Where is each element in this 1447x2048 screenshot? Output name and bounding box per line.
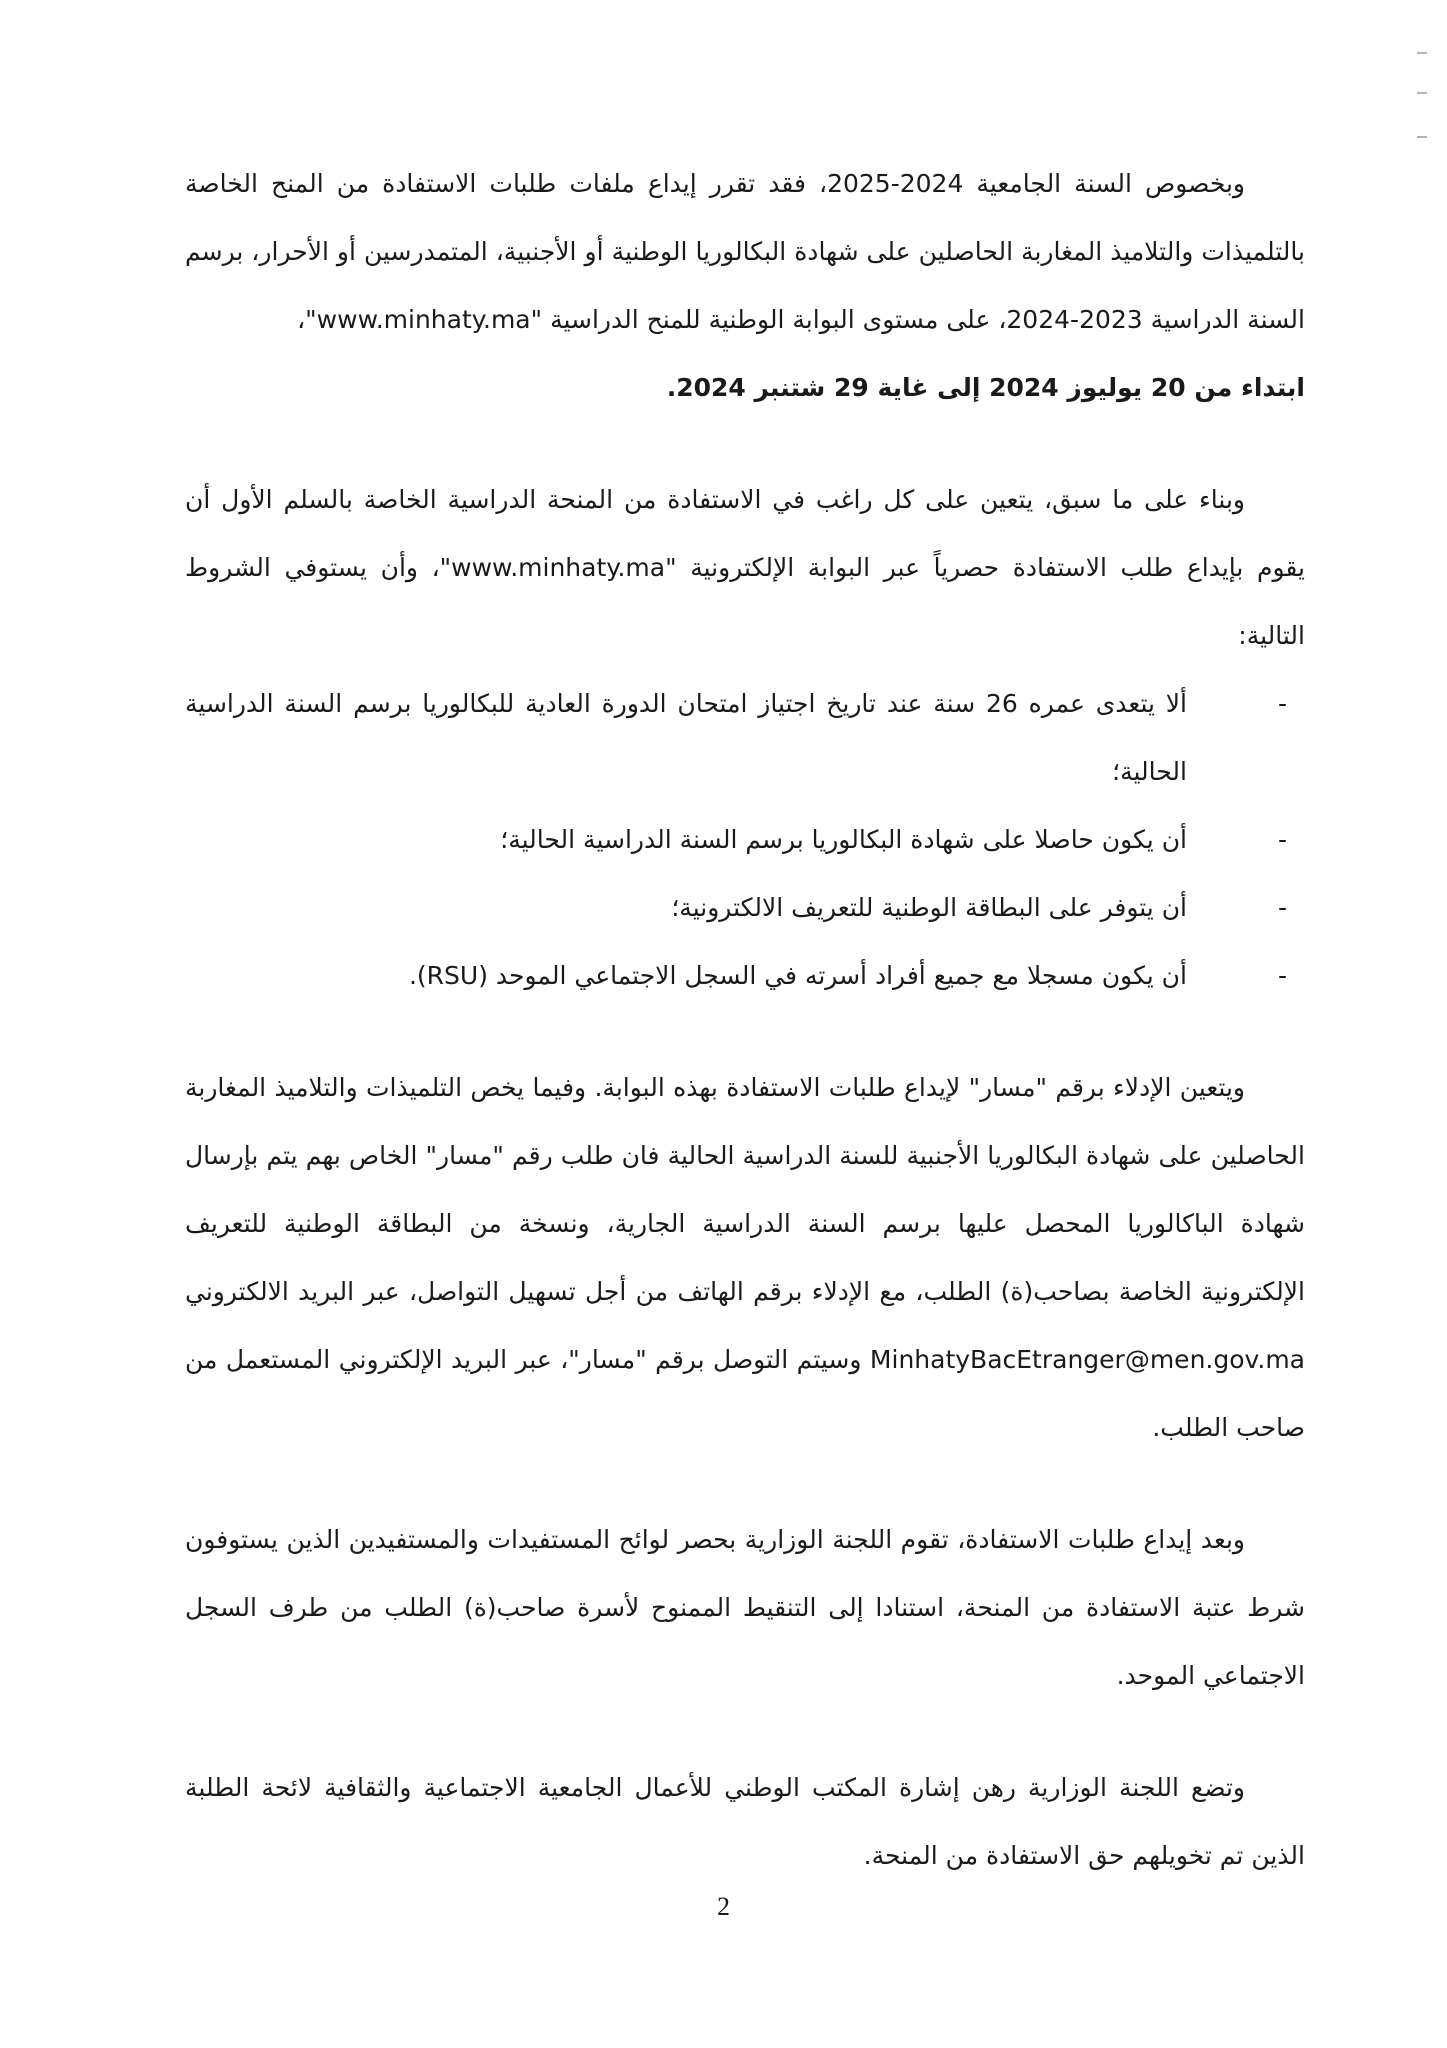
condition-item (185, 806, 1305, 874)
bullet-dash: - (1277, 893, 1287, 922)
condition-text: أن يكون مسجلا مع جميع أفراد أسرته في السجل الاجتماعي الموحد (RSU). (408, 961, 1187, 990)
condition-item (185, 874, 1305, 942)
condition-item (185, 670, 1305, 806)
final-paragraph: وتضع اللجنة الوزارية رهن إشارة المكتب الوطني للأعمال الجامعية الاجتماعية والثقافية لائحة الطلبة الذين تم تخويلهم حق الاستفادة من المنحة. (185, 1773, 1305, 1870)
massar-paragraph: ويتعين الإدلاء برقم "مسار" لإيداع طلبات الاستفادة بهذه البوابة. وفيما يخص التلميذات والتلاميذ المغاربة الحاصلين على شهادة البكالوريا الأجنبية للسنة الدراسية الحالية فان طلب رقم "مسار" الخاص بهم يتم بإرسال شهادة الباكالوريا المحصل عليها برسم السنة الدراسية الجارية، ونسخة من البطاقة الوطنية للتعريف الإلكترونية الخاصة بصاحب(ة) الطلب، مع الإدلاء برقم الهاتف من أجل تسهيل التواصل، عبر البريد الالكتروني MinhatyBacEtranger@men.gov.ma وسيتم التوصل برقم "مسار"، عبر البريد الإلكتروني المستعمل من صاحب الطلب. (185, 1073, 1305, 1442)
bullet-dash: - (1277, 825, 1287, 854)
condition-text: ألا يتعدى عمره 26 سنة عند تاريخ اجتياز امتحان الدورة العادية للبكالوريا برسم السنة الدراسية الحالية؛ (185, 689, 1188, 786)
condition-text: أن يكون حاصلا على شهادة البكالوريا برسم السنة الدراسية الحالية؛ (500, 825, 1187, 854)
condition-text: أن يتوفر على البطاقة الوطنية للتعريف الالكترونية؛ (671, 893, 1187, 922)
document-body (185, 150, 1305, 1890)
condition-item (185, 942, 1305, 1010)
bullet-dash: - (1277, 961, 1287, 990)
bullet-dash: - (1277, 689, 1287, 718)
page-number: 2 (717, 1892, 730, 1921)
scan-mark (1417, 136, 1427, 138)
scan-mark (1417, 52, 1427, 54)
conditions-list (185, 670, 1305, 1010)
intro-paragraph: وبخصوص السنة الجامعية 2024-2025، فقد تقرر إيداع ملفات طلبات الاستفادة من المنح الخاصة بالتلميذات والتلاميذ المغاربة الحاصلين على شهادة البكالوريا الوطنية أو الأجنبية، المتمدرسين أو الأحرار، برسم السنة الدراسية 2023-2024، على مستوى البوابة الوطنية للمنح الدراسية "www.minhaty.ma"، (185, 169, 1305, 334)
dates-line: ابتداء من 20 يوليوز 2024 إلى غاية 29 شتنبر 2024. (666, 373, 1305, 402)
committee-paragraph: وبعد إيداع طلبات الاستفادة، تقوم اللجنة الوزارية بحصر لوائح المستفيدات والمستفيدين الذين يستوفون شرط عتبة الاستفادة من المنحة، استنادا إلى التنقيط الممنوح لأسرة صاحب(ة) الطلب من طرف السجل الاجتماعي الموحد. (185, 1525, 1305, 1690)
scan-mark (1417, 92, 1427, 94)
conditions-intro-paragraph: وبناء على ما سبق، يتعين على كل راغب في الاستفادة من المنحة الدراسية الخاصة بالسلم الأول أن يقوم بإيداع طلب الاستفادة حصرياً عبر البوابة الإلكترونية "www.minhaty.ma"، وأن يستوفي الشروط التالية: (185, 485, 1305, 650)
